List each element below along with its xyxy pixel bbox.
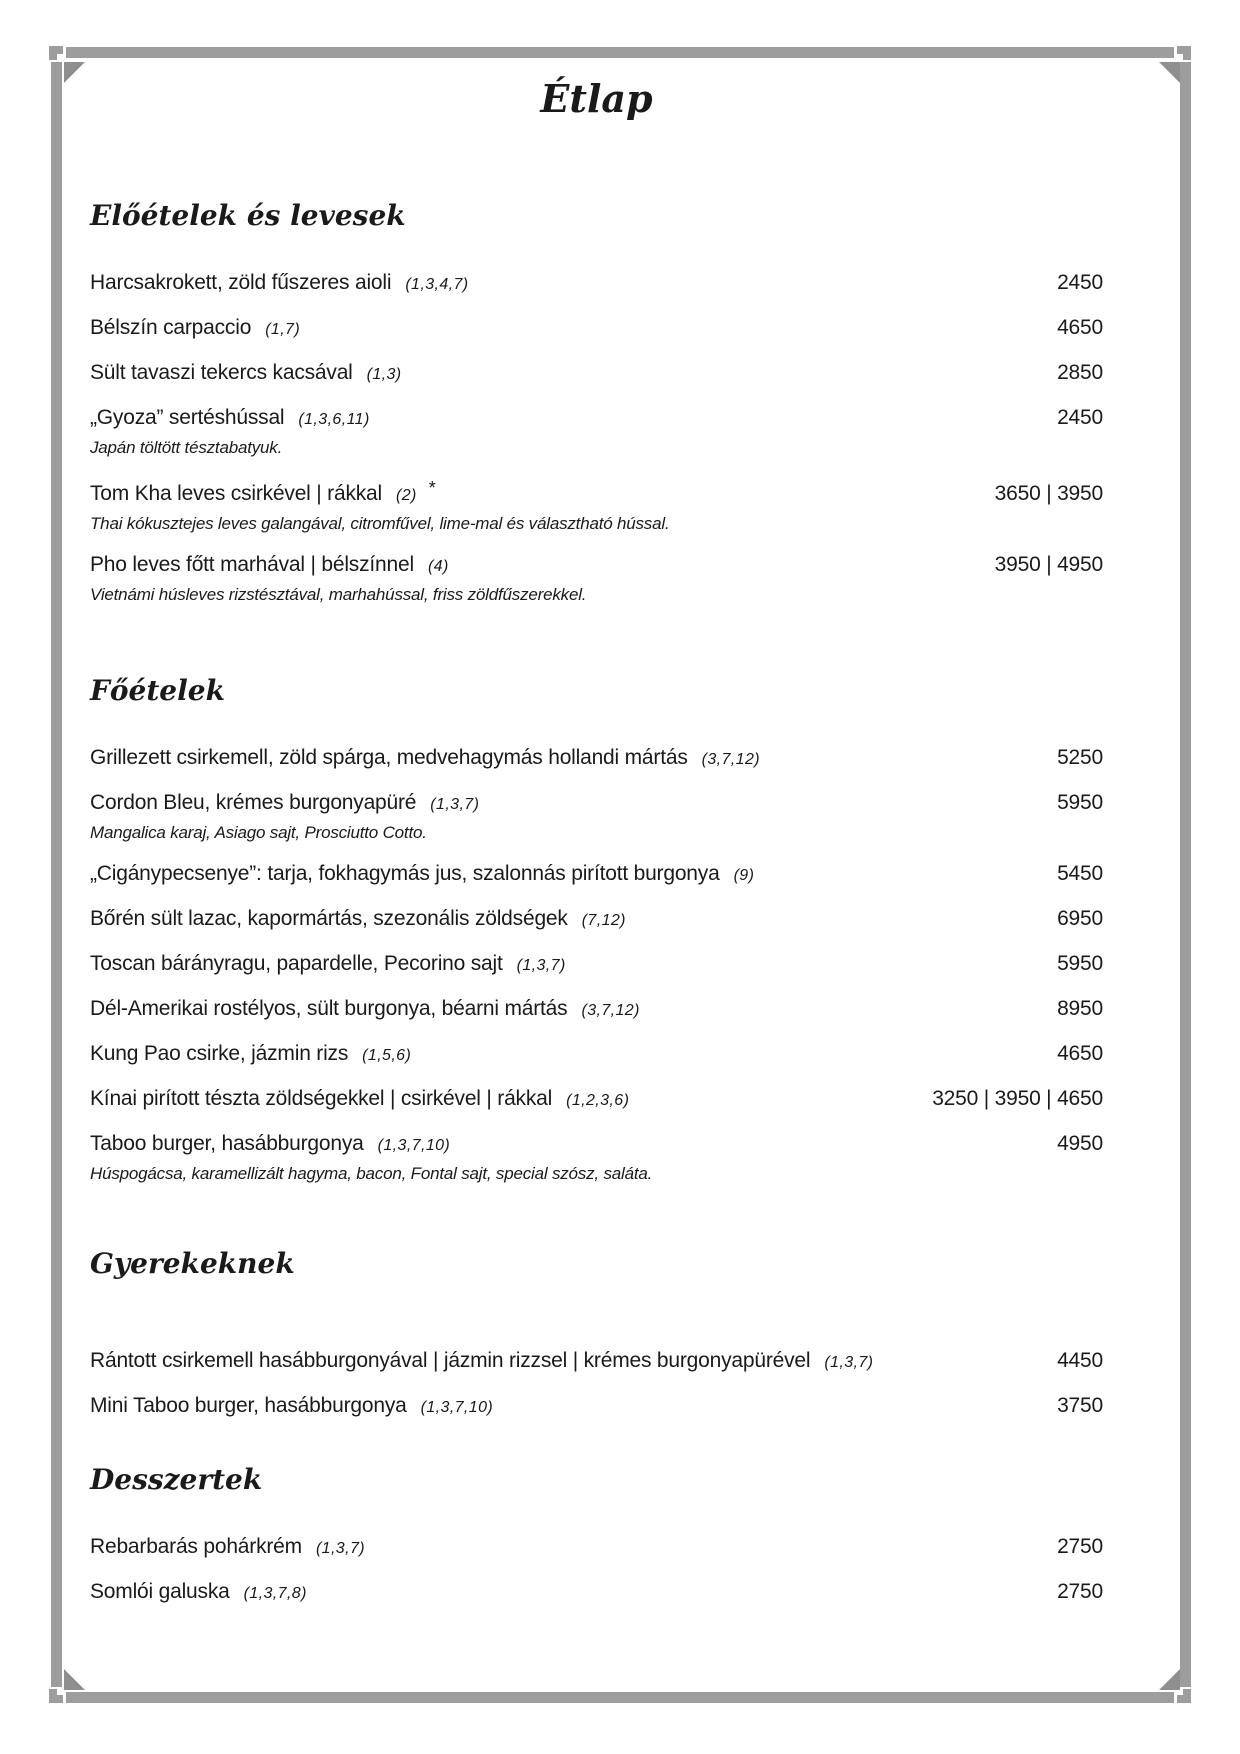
item-name-text: Somlói galuska	[90, 1580, 230, 1603]
menu-sections	[90, 196, 1103, 1606]
menu-item	[90, 861, 1103, 888]
item-price: 2450	[1057, 406, 1103, 429]
item-allergens: (1,3,7,10)	[420, 1399, 494, 1416]
menu-item-row	[90, 270, 1103, 297]
section-heading: Előételek és levesek	[90, 199, 406, 232]
item-name	[90, 1579, 327, 1606]
item-price: 3750	[1057, 1394, 1103, 1417]
item-price: 4650	[1057, 1042, 1103, 1065]
item-price: 5250	[1057, 746, 1103, 769]
item-price: 5950	[1057, 791, 1103, 814]
item-name-text: Mini Taboo burger, hasábburgonya	[90, 1394, 407, 1417]
item-name-text: Rebarbarás pohárkrém	[90, 1535, 302, 1558]
item-allergens: (2)	[396, 487, 417, 504]
item-name	[90, 1348, 893, 1375]
border-corner-square-top-left	[49, 46, 63, 60]
menu-item-row	[90, 1348, 1103, 1375]
item-name	[90, 906, 646, 933]
item-name-text: Taboo burger, hasábburgonya	[90, 1132, 364, 1155]
item-price: 2750	[1057, 1580, 1103, 1603]
item-price: 4950	[1057, 1132, 1103, 1155]
menu-item-row	[90, 476, 1103, 508]
item-allergens: (1,3,7,10)	[377, 1137, 451, 1154]
item-price: 2750	[1057, 1535, 1103, 1558]
item-name	[90, 360, 422, 387]
item-price: 6950	[1057, 907, 1103, 930]
item-name-text: Kínai pirított tészta zöldségekkel | csirkével | rákkal	[90, 1087, 553, 1110]
item-price: 2450	[1057, 271, 1103, 294]
menu-item-row	[90, 1534, 1103, 1561]
item-name-text: Sült tavaszi tekercs kacsával	[90, 361, 353, 384]
item-name-text: Toscan bárányragu, papardelle, Pecorino sajt	[90, 952, 503, 975]
section-heading: Főételek	[90, 674, 225, 707]
item-name	[90, 1086, 649, 1113]
menu-item-row	[90, 745, 1103, 772]
item-allergens: (4)	[427, 558, 449, 575]
item-price: 3650 | 3950	[994, 482, 1103, 505]
menu-item	[90, 552, 1103, 605]
border-corner-square-top-right	[1177, 46, 1191, 60]
section-items	[90, 270, 1103, 605]
menu-item	[90, 906, 1103, 933]
item-price: 5450	[1057, 862, 1103, 885]
item-name	[90, 1131, 470, 1158]
menu-item-row	[90, 790, 1103, 817]
section-items	[90, 1348, 1103, 1420]
item-name-text: Bőrén sült lazac, kapormártás, szezonális zöldségek	[90, 907, 568, 930]
item-allergens: (1,3,7,8)	[243, 1585, 307, 1602]
border-triangle-top-right	[1159, 62, 1180, 83]
menu-section	[90, 671, 1103, 1184]
border-triangle-top-left	[64, 62, 85, 83]
item-allergens: (3,7,12)	[581, 1002, 640, 1019]
menu-item-row	[90, 906, 1103, 933]
section-items	[90, 745, 1103, 1184]
item-name-text: „Cigánypecsenye”: tarja, fokhagymás jus, szalonnás pirított burgonya	[90, 862, 720, 885]
item-note-asterisk: *	[428, 478, 436, 498]
menu-item-row	[90, 315, 1103, 342]
item-name-text: Tom Kha leves csirkével | rákkal	[90, 482, 382, 505]
item-description: Japán töltött tésztabatyuk.	[90, 438, 283, 457]
menu-item	[90, 360, 1103, 387]
item-name-text: Bélszín carpaccio	[90, 316, 252, 339]
menu-item-row	[90, 1041, 1103, 1068]
item-allergens: (1,3,7)	[315, 1540, 365, 1557]
item-allergens: (1,3)	[366, 366, 402, 383]
item-name	[90, 951, 586, 978]
item-name	[90, 861, 774, 888]
item-allergens: (1,3,4,7)	[405, 276, 469, 293]
section-heading: Gyerekeknek	[90, 1247, 295, 1280]
menu-item	[90, 1131, 1103, 1184]
item-allergens: (1,3,7)	[516, 957, 566, 974]
item-name-text: Grillezett csirkemell, zöld spárga, medvehagymás hollandi mártás	[90, 746, 688, 769]
menu-item	[90, 1579, 1103, 1606]
item-description: Mangalica karaj, Asiago sajt, Prosciutto Cotto.	[90, 823, 427, 842]
menu-item-row	[90, 1579, 1103, 1606]
item-allergens: (9)	[733, 867, 755, 884]
menu-page	[90, 0, 1103, 1624]
menu-item-row	[90, 996, 1103, 1023]
section-heading: Desszertek	[90, 1463, 263, 1496]
item-allergens: (7,12)	[581, 912, 626, 929]
item-name-text: Harcsakrokett, zöld fűszeres aioli	[90, 271, 392, 294]
menu-section	[90, 1460, 1103, 1606]
menu-item	[90, 476, 1103, 534]
border-triangle-bottom-right	[1159, 1669, 1180, 1690]
item-name-text: „Gyoza” sertéshússal	[90, 406, 285, 429]
menu-item-row	[90, 360, 1103, 387]
page-border-bottom-bar	[66, 1692, 1174, 1703]
item-name	[90, 996, 660, 1023]
menu-item	[90, 996, 1103, 1023]
menu-item	[90, 1086, 1103, 1113]
menu-item	[90, 1534, 1103, 1561]
menu-item-row	[90, 861, 1103, 888]
border-corner-square-bottom-left	[49, 1689, 63, 1703]
menu-section	[90, 196, 1103, 605]
page-border-left-bar	[51, 62, 62, 1687]
item-description: Húspogácsa, karamellizált hagyma, bacon, Fontal sajt, special szósz, saláta.	[90, 1164, 653, 1183]
item-allergens: (1,2,3,6)	[566, 1092, 630, 1109]
menu-item-row	[90, 951, 1103, 978]
item-name	[90, 552, 469, 579]
menu-item-row	[90, 552, 1103, 579]
menu-item	[90, 1393, 1103, 1420]
item-name	[90, 405, 390, 432]
item-allergens: (1,7)	[265, 321, 301, 338]
border-triangle-bottom-left	[64, 1669, 85, 1690]
item-description: Thai kókusztejes leves galangával, citromfűvel, lime-mal és választható hússal.	[90, 514, 670, 533]
menu-section	[90, 1244, 1103, 1420]
page-border-right-bar	[1180, 62, 1191, 1687]
section-items	[90, 1534, 1103, 1606]
menu-item	[90, 405, 1103, 458]
border-corner-square-bottom-right	[1177, 1689, 1191, 1703]
item-price: 3950 | 4950	[994, 553, 1103, 576]
item-allergens: (1,3,6,11)	[298, 411, 370, 428]
menu-item	[90, 745, 1103, 772]
item-name-text: Dél-Amerikai rostélyos, sült burgonya, béarni mártás	[90, 997, 568, 1020]
item-allergens: (1,3,7)	[430, 796, 480, 813]
item-price: 8950	[1057, 997, 1103, 1020]
menu-item	[90, 1041, 1103, 1068]
item-price: 4450	[1057, 1349, 1103, 1372]
menu-item	[90, 1348, 1103, 1375]
menu-item-row	[90, 1086, 1103, 1113]
item-name	[90, 270, 489, 297]
item-price: 4650	[1057, 316, 1103, 339]
page-title: Étlap	[540, 76, 653, 121]
item-allergens: (1,5,6)	[362, 1047, 412, 1064]
menu-item-row	[90, 405, 1103, 432]
item-allergens: (3,7,12)	[701, 751, 760, 768]
item-name	[90, 1393, 513, 1420]
menu-item	[90, 270, 1103, 297]
menu-item-row	[90, 1393, 1103, 1420]
item-name-text: Kung Pao csirke, jázmin rizs	[90, 1042, 349, 1065]
menu-item-row	[90, 1131, 1103, 1158]
item-name	[90, 315, 320, 342]
item-name	[90, 1041, 431, 1068]
menu-item	[90, 951, 1103, 978]
item-name	[90, 790, 499, 817]
item-name-text: Cordon Bleu, krémes burgonyapüré	[90, 791, 417, 814]
item-description: Vietnámi húsleves rizstésztával, marhahússal, friss zöldfűszerekkel.	[90, 585, 587, 604]
item-price: 3250 | 3950 | 4650	[932, 1087, 1103, 1110]
item-name	[90, 745, 780, 772]
item-name	[90, 1534, 385, 1561]
item-name	[90, 476, 456, 508]
item-price: 5950	[1057, 952, 1103, 975]
menu-item	[90, 315, 1103, 342]
item-allergens: (1,3,7)	[824, 1354, 874, 1371]
item-price: 2850	[1057, 361, 1103, 384]
item-name-text: Pho leves főtt marhával | bélszínnel	[90, 553, 414, 576]
menu-item	[90, 790, 1103, 843]
item-name-text: Rántott csirkemell hasábburgonyával | jázmin rizzsel | krémes burgonyapürével	[90, 1349, 811, 1372]
